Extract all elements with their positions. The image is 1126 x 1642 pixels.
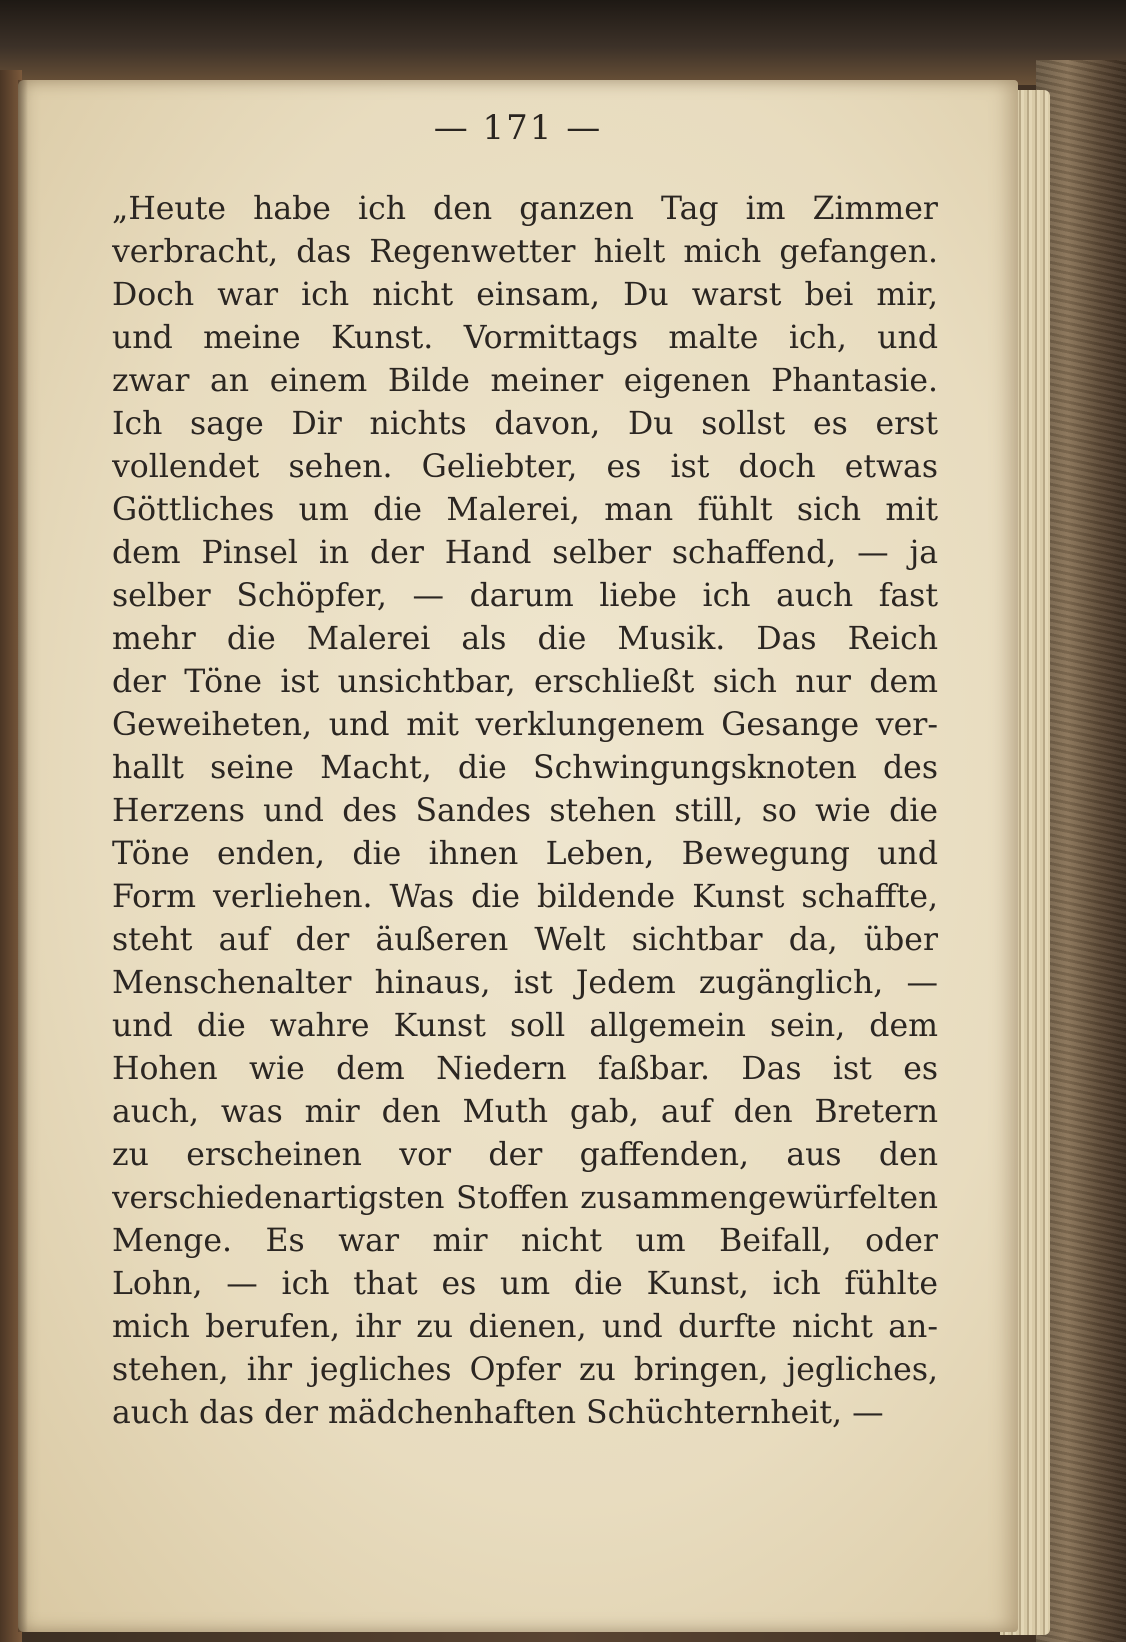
text-line: und meine Kunst. Vormittags malte ich, und <box>112 320 938 356</box>
page-body-text <box>112 188 938 1435</box>
text-line: steht auf der äußeren Welt sichtbar da, über <box>112 922 938 958</box>
text-line: hallt seine Macht, die Schwingungsknoten des <box>112 750 938 786</box>
text-line: dem Pinsel in der Hand selber schaffend, — ja <box>112 535 938 571</box>
text-line: Herzens und des Sandes stehen still, so wie die <box>112 793 938 829</box>
text-line: verschiedenartigsten Stoffen zusammengewürfelten <box>112 1180 938 1216</box>
text-line: selber Schöpfer, — darum liebe ich auch fast <box>112 578 938 614</box>
text-line: zu erscheinen vor der gaffenden, aus den <box>112 1137 938 1173</box>
text-line: Lohn, — ich that es um die Kunst, ich fühlte <box>112 1266 938 1302</box>
text-line: Geweiheten, und mit verklungenem Gesange ver- <box>112 707 938 743</box>
text-line: verbracht, das Regenwetter hielt mich gefangen. <box>112 234 938 270</box>
page-number-header: — 171 — <box>433 108 603 148</box>
text-line: Töne enden, die ihnen Leben, Bewegung und <box>112 836 938 872</box>
text-line: stehen, ihr jegliches Opfer zu bringen, jegliches, <box>112 1352 938 1388</box>
text-line: mich berufen, ihr zu dienen, und durfte nicht an- <box>112 1309 938 1345</box>
text-line: zwar an einem Bilde meiner eigenen Phantasie. <box>112 363 938 399</box>
text-line: „Heute habe ich den ganzen Tag im Zimmer <box>112 191 938 227</box>
text-line: der Töne ist unsichtbar, erschließt sich nur dem <box>112 664 938 700</box>
book-cover-top <box>0 0 1126 85</box>
text-line: Göttliches um die Malerei, man fühlt sich mit <box>112 492 938 528</box>
text-line: Form verliehen. Was die bildende Kunst schaffte, <box>112 879 938 915</box>
text-line: Menge. Es war mir nicht um Beifall, oder <box>112 1223 938 1259</box>
text-line: Ich sage Dir nichts davon, Du sollst es erst <box>112 406 938 442</box>
text-line: auch, was mir den Muth gab, auf den Bretern <box>112 1094 938 1130</box>
page-gutter-shadow <box>18 80 28 1632</box>
text-line: mehr die Malerei als die Musik. Das Reich <box>112 621 938 657</box>
text-line: Doch war ich nicht einsam, Du warst bei mir, <box>112 277 938 313</box>
text-line: vollendet sehen. Geliebter, es ist doch etwas <box>112 449 938 485</box>
text-line: Hohen wie dem Niedern faßbar. Das ist es <box>112 1051 938 1087</box>
text-line: auch das der mädchenhaften Schüchternheit, — <box>112 1395 884 1431</box>
text-line: Menschenalter hinaus, ist Jedem zugänglich, — <box>112 965 938 1001</box>
text-line: und die wahre Kunst soll allgemein sein, dem <box>112 1008 938 1044</box>
